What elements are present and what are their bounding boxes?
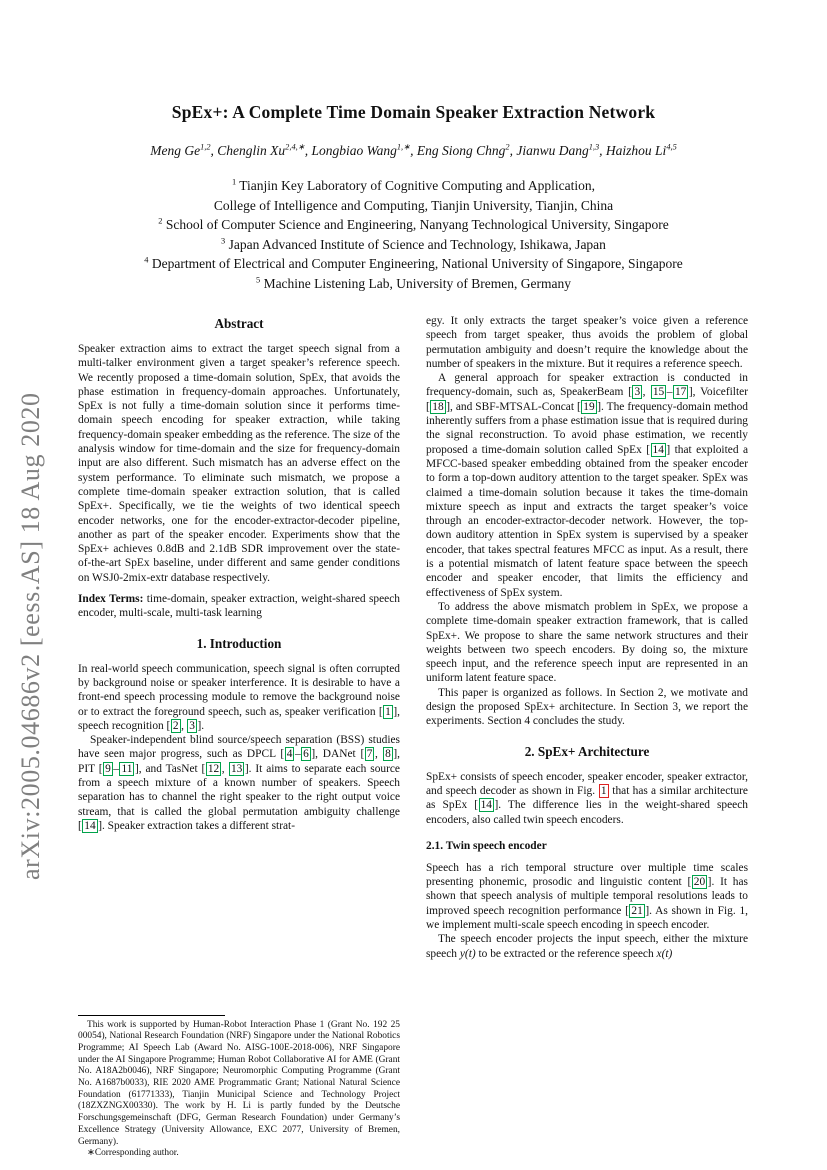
- citation-link[interactable]: 4: [286, 748, 293, 761]
- twin-encoder-paragraph-2: The speech encoder projects the input speech, either the mixture speech y(t) to be extracted or the reference speech x(t): [426, 933, 748, 960]
- superscript: 4,5: [666, 142, 677, 152]
- twin-encoder-paragraph-1: Speech has a rich temporal structure over multiple time scales presenting phonemic, prosodic and linguistic content [ 20 ]. It has shown that speech analysis of multiple temporal resolutions leads to improved speech recognition performance [ 21 ]. As shown in Fig. 1, we implement multi-scale speech encoding in speech encoder.: [426, 861, 748, 931]
- intro-paragraph-1: In real-world speech communication, speech signal is often corrupted by background noise or speaker interference. It is desirable to have a front-end speech processing module to remove the background noise or to extract the foreground speech, such as, speaker verification [ 1 ], speech recognition [ 2 , 3 ].: [78, 662, 400, 732]
- intro-paragraph-2: Speaker-independent blind source/speech separation (BSS) studies have seen major progress, such as DPCL [ 4 – 6 ], DANet [ 7 , 8 ], PIT [ 9 – 11 ], and TasNet [ 12 , 13 ]. It aims to separate each source from a speech mixture of a known number of speakers. Speech separation has to channel the right speaker to the right output voice stream, that is called the global permutation ambiguity challenge [ 14 ]. Speaker extraction takes a different strat-: [78, 734, 400, 832]
- architecture-paragraph-1: SpEx+ consists of speech encoder, speaker encoder, speaker extractor, and speech decoder as shown in Fig. 1 that has a similar architecture as SpEx [ 14 ]. The difference lies in the weight-shared speech encoders, also called twin speech encoders.: [426, 770, 748, 826]
- superscript: 2: [158, 216, 163, 226]
- figure-ref-link[interactable]: 1: [600, 784, 607, 797]
- math-variable: x(t): [656, 947, 673, 960]
- citation-link[interactable]: 14: [480, 799, 492, 812]
- author-line: Meng Ge$^{1,2}$, Chenglin $Xu^{2,4,∗}$, Longbiao Wang$^{1,∗}$, Eng Siong Chng$^2$, Jianwu Dang$^{1,3}$, Haizhou Li$^{4,5}$: [150, 142, 677, 158]
- citation-link[interactable]: 3: [634, 386, 641, 399]
- affiliation-line: $^4$ Department of Electrical and Computer Engineering, National University of Singapore, Singapore: [144, 255, 683, 271]
- citation-link[interactable]: 20: [693, 876, 706, 889]
- footnote-block: [78, 1009, 400, 1160]
- affiliation-line: $^2$ School of Computer Science and Engineering, Nanyang Technological University, Singapore: [158, 216, 669, 232]
- two-column-body: [78, 314, 749, 1160]
- section-2-heading: 2. SpEx+ Architecture: [524, 743, 650, 759]
- citation-link[interactable]: 8: [385, 748, 391, 761]
- superscript: 2,4,∗: [285, 142, 305, 152]
- affiliation-line: $^3$ Japan Advanced Institute of Science and Technology, Ishikawa, Japan: [221, 236, 606, 252]
- citation-link[interactable]: 21: [631, 904, 643, 917]
- left-column: [78, 314, 400, 1160]
- intro-paragraph-5: This paper is organized as follows. In Section 2, we motivate and design the proposed SpEx+ architecture. In Section 3, we report the experiments. Section 4 concludes the study.: [426, 686, 748, 728]
- citation-link[interactable]: 6: [303, 748, 309, 761]
- citation-link[interactable]: 14: [84, 819, 96, 832]
- bold-label: Index Terms:: [78, 593, 147, 606]
- intro-paragraph-4: To address the above mismatch problem in SpEx, we propose a complete time-domain speaker extraction framework, that is called SpEx+. We propose to share the same network structures and their weights between two speech encoders. By doing so, the mixture speech input, and the reference speech input are represented in an uniform latent feature space.: [426, 600, 748, 685]
- affiliation-line: College of Intelligence and Computing, Tianjin University, Tianjin, China: [213, 197, 614, 213]
- superscript: 1,3: [588, 142, 600, 152]
- footnote-rule: [78, 1015, 225, 1016]
- intro-paragraph-2-continuation: egy. It only extracts the target speaker’s voice given a reference speech from target speaker, thus avoids the problem of global permutation ambiguity and doesn’t require the knowledge about the number of speakers in the mixture. But it requires a reference speech.: [426, 315, 748, 370]
- abstract-heading: Abstract: [214, 316, 264, 331]
- paper-title: SpEx+: A Complete Time Domain Speaker Extraction Network: [171, 102, 656, 122]
- arxiv-watermark: arXiv:2005.04686v2 [eess.AS] 18 Aug 2020: [16, 392, 45, 880]
- citation-link[interactable]: 7: [366, 748, 373, 761]
- citation-link[interactable]: 13: [230, 762, 243, 775]
- superscript: 1,2: [200, 142, 211, 152]
- citation-link[interactable]: 9: [105, 762, 111, 775]
- citation-link[interactable]: 2: [172, 719, 179, 732]
- superscript: 1,∗: [396, 142, 411, 152]
- footnote-text: This work is supported by Human-Robot Interaction Phase 1 (Grant No. 192 25 00054), National Research Foundation (NRF) Singapore under the National Robotics Programme; AI Speech Lab (Award No. AISG-100E-2018-006), NRF Singapore under the AI Singapore Programme; Human Robot Collaborative AI for AME (Grant No. A18A2b0046), NRF Singapore; Neuromorphic Computing Programme (Grant No. A1687b0033), RIE 2020 AME Programmatic Grant; National Natural Science Foundation (61771333), Tianjin Municipal Science and Technology Project (18ZXZNGX00330). The work by H. Li is partly funded by the Deutsche Forschungsgemeinschaft (DFG, German Research Foundation) under Germany’s Excellence Strategy (University Allowance, EXC 2077, University of Bremen, Germany).: [78, 1019, 400, 1147]
- right-column: [426, 314, 748, 1160]
- citation-link[interactable]: 1: [385, 705, 391, 718]
- math-variable: y(t): [459, 947, 476, 960]
- superscript: 5: [256, 275, 261, 284]
- superscript: 4: [144, 255, 149, 265]
- citation-link[interactable]: 11: [121, 762, 133, 775]
- paper-header: [0, 0, 827, 293]
- index-terms: Index Terms: time-domain, speaker extraction, weight-shared speech encoder, multi-scale, multi-task learning: [78, 593, 400, 620]
- superscript: 2: [505, 142, 510, 152]
- footnote-corresponding-author: ∗Corresponding author.: [87, 1148, 179, 1159]
- citation-link[interactable]: 12: [207, 762, 220, 775]
- abstract-text: Speaker extraction aims to extract the target speech signal from a multi-talker environment given a target speaker’s reference speech. We recently proposed a time-domain solution, SpEx, that avoids the phase estimation in frequency-domain approaches. Unfortunately, SpEx is not fully a time-domain solution since it performs time-domain speech encoding for speaker extraction, while taking frequency-domain speaker embedding as the reference. The size of the analysis window for time-domain and the size for frequency-domain input are also different. Such mismatch has an adverse effect on the system performance. To eliminate such mismatch, we propose a complete time-domain speaker extraction solution, that is called SpEx+. Specifically, we tie the weights of two identical speech encoder networks, one for the encoder-extractor-decoder pipeline, another as part of the speaker encoder. Experiments show that the SpEx+ achieves 0.8dB and 2.1dB SDR improvement over the state-of-the-art SpEx baseline, under different and same gender conditions on WSJ0-2mix-extr database respectively.: [78, 343, 400, 584]
- intro-paragraph-3: A general approach for speaker extraction is conducted in frequency-domain, such as, SpeakerBeam [ 3 , 15 – 17 ], Voicefilter [ 18 ], and SBF-MTSAL-Concat [ 19 ]. The frequency-domain method inherently suffers from a phase estimation issue that is required during the signal reconstruction. To avoid phase estimation, we recently proposed a time-domain solution called SpEx [ 14 ] that exploited a MFCC-based speaker embedding obtained from the speaker encoder to form a top-down auditory attention to the target speaker. SpEx was claimed a time-domain solution because it takes the time-domain mixture speech as input and extracts the target speaker’s voice through an encoder-extractor-decoder network. However, the top-down auditory attention in SpEx system is supervised by a speaker encoder, that takes spectral features MFCC as input. As a result, there is a potential mismatch of latent feature space between the speech encoder and speaker encoder, that limits the efficiency and effectiveness of SpEx system.: [426, 372, 749, 599]
- citation-link[interactable]: 18: [432, 400, 444, 413]
- citation-link[interactable]: 3: [189, 719, 195, 732]
- affiliations-block: [0, 176, 827, 293]
- citation-link[interactable]: 15: [652, 386, 665, 399]
- citation-link[interactable]: 19: [583, 400, 595, 413]
- superscript: 3: [221, 236, 226, 245]
- citation-link[interactable]: 14: [652, 443, 664, 456]
- affiliation-line: $^1$ Tianjin Key Laboratory of Cognitive Computing and Application,: [231, 177, 596, 193]
- section-1-heading: 1. Introduction: [196, 635, 282, 651]
- affiliation-line: $^5$ Machine Listening Lab, University of Bremen, Germany: [256, 275, 571, 291]
- citation-link[interactable]: 17: [674, 386, 687, 399]
- superscript: 1: [231, 177, 237, 187]
- subsection-2-1-heading: 2.1. Twin speech encoder: [426, 839, 547, 852]
